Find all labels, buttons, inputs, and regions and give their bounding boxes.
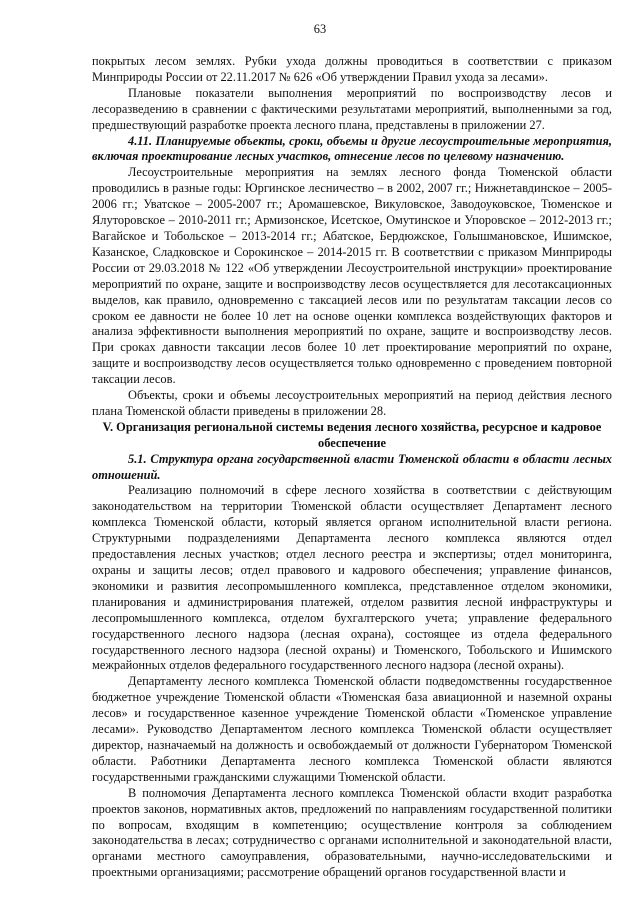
- paragraph-continuation: покрытых лесом землях. Рубки ухода должны проводиться в соответствии с приказом Минприроды России от 22.11.2017 № 626 «Об утверждении Правил ухода за лесами».: [92, 54, 612, 84]
- paragraph-department-structure: Реализацию полномочий в сфере лесного хозяйства в соответствии с действующим законодательством на территории Тюменской области осуществляет Департамент лесного комплекса Тюменской области, который является органом исполнительной власти региона. Структурными подразделениями Департамента лесного комплекса являются отдел предоставления лесных участков; отдел лесного реестра и экспертизы; отдел мониторинга, охраны и защиты лесов; отдел правового и кадрового обеспечения; управление финансов, экономики и развития лесопромышленного комплекса, представленное отделом экономики, планирования и администрирования платежей, отделом развития лесной инфраструктуры и лесопромышленного комплекса, отделом бухгалтерского учета; управление федерального государственного лесного надзора (лесная охрана), состоящее из отдела федерального государственного лесного надзора (лесной охраны) и Тюменского, Тобольского и Ишимского межрайонных отделов федерального государственного лесного надзора (лесной охраны).: [92, 483, 612, 673]
- page-number: 63: [313, 22, 327, 36]
- paragraph-department-powers: В полномочия Департамента лесного комплекса Тюменской области входит разработка проектов законов, нормативных актов, предложений по направлениям государственной политики по вопросам, входящим в компетенцию; осуществление контроля за соблюдением законодательства в лесах; сотрудничество с органами исполнительной и законодательной власти, органами местного самоуправления, образовательными, научно-исследовательскими и проектными организациями; рассмотрение обращений органов государственной власти и: [92, 785, 612, 880]
- page-body: [92, 54, 612, 881]
- paragraph-forest-management-years: Лесоустроительные мероприятия на землях лесного фонда Тюменской области проводились в разные годы: Юргинское лесничество – в 2002, 2007 гг.; Нижнетавдинское – 2005-2006 гг.; Уватское – 2005-2007 гг.; Аромашевское, Викуловское, Заводоуковское, Тюменское и Ялуторовское – 2010-2011 гг.; Армизонское, Исетское, Омутинское и Упоровское – 2012-2013 гг.; Вагайское и Тобольское – 2013-2014 гг.; Абатское, Бердюжское, Голышмановское, Ишимское, Казанское, Сладковское и Сорокинское – 2014-2015 гг. В соответствии с приказом Минприроды России от 29.03.2018 № 122 «Об утверждении Лесоустроительной инструкции» проектирование мероприятий по охране, защите и воспроизводству лесов осуществляется для лесотаксационных выделов, как правило, одновременно с таксацией лесов или по результатам таксации лесов со сроком ее давности не более 10 лет на основе оценки комплекса воздействующих факторов и анализа эффективности выполнения мероприятий по охране, защите и воспроизводству лесов. При сроках давности таксации лесов более 10 лет проектирование мероприятий по охране, защите и воспроизводству лесов осуществляется только одновременно с проведением повторной таксации лесов.: [92, 165, 612, 387]
- paragraph-plan-indicators: Плановые показатели выполнения мероприятий по воспроизводству лесов и лесоразведению в сравнении с фактическими результатами мероприятий, выполненными за год, предшествующий разработке проекта лесного плана, представлены в приложении 27.: [92, 85, 612, 132]
- section-heading-5-1: 5.1. Структура органа государственной власти Тюменской области в области лесных отношений.: [92, 451, 612, 482]
- paragraph-appendix-28: Объекты, сроки и объемы лесоустроительных мероприятий на период действия лесного плана Тюменской области приведены в приложении 28.: [92, 388, 612, 418]
- paragraph-subordinate-institutions: Департаменту лесного комплекса Тюменской области подведомственны государственное бюджетное учреждение Тюменской области «Тюменская база авиационной и наземной охраны лесов» и государственное казенное учреждение Тюменской области «Тюменское управление лесами». Руководство Департаментом лесного комплекса Тюменской области осуществляет директор, назначаемый на должность и освобождаемый от должности Губернатором Тюменской области. Работники Департамента лесного комплекса Тюменской области являются государственными гражданскими служащими Тюменской области.: [92, 674, 612, 784]
- chapter-heading-v: V. Организация региональной системы ведения лесного хозяйства, ресурсное и кадровое обеспечение: [102, 419, 602, 450]
- section-heading-4-11: 4.11. Планируемые объекты, сроки, объемы и другие лесоустроительные мероприятия, включая проектирование лесных участков, отнесение лесов по целевому назначению.: [92, 133, 612, 164]
